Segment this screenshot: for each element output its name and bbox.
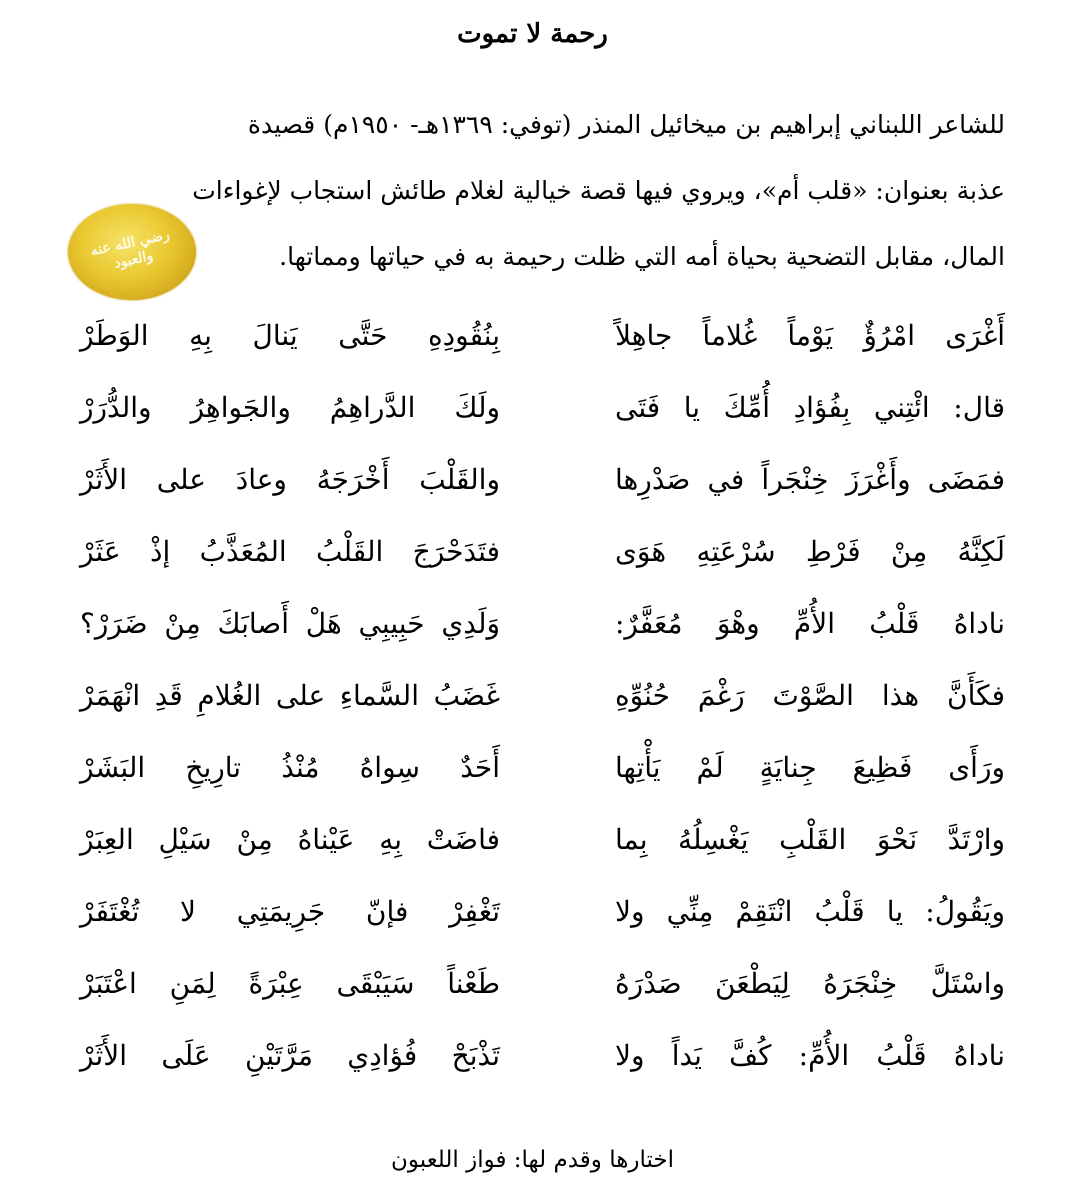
verse-line (60, 588, 1005, 660)
intro-paragraph (65, 92, 1005, 290)
verse-line (60, 444, 1005, 516)
verse-second-hemistich: تَغْفِرْ فإنّ جَرِيمَتِي لا تُغْتَفَرْ (80, 895, 500, 928)
verse-second-hemistich: طَعْناً سَيَبْقَى عِبْرَةً لِمَنِ اعْتَبَرْ (80, 967, 500, 1000)
verse-line (60, 1020, 1005, 1092)
verse-first-hemistich: وارْتَدَّ نَحْوَ القَلْبِ يَغْسِلُهُ بِما (615, 823, 1005, 856)
verse-second-hemistich: تَذْبَحْ فُؤادِي مَرَّتَيْنِ عَلَى الأَثَرْ (80, 1039, 500, 1072)
verse-line (60, 372, 1005, 444)
verse-line (60, 876, 1005, 948)
verse-second-hemistich: فاضَتْ بِهِ عَيْناهُ مِنْ سَيْلِ العِبَرْ (80, 823, 500, 856)
verse-first-hemistich: فكَأَنَّ هذا الصَّوْتَ رَغْمَ حُنُوِّهِ (615, 679, 1005, 712)
verse-second-hemistich: غَضَبُ السَّماءِ على الغُلامِ قَدِ انْهَمَرْ (80, 679, 500, 712)
verse-first-hemistich: لَكِنَّهُ مِنْ فَرْطِ سُرْعَتِهِ هَوَى (615, 535, 1005, 568)
verse-second-hemistich: أَحَدٌ سِواهُ مُنْذُ تارِيخِ البَشَرْ (80, 751, 500, 784)
stamp-inscription: رضي الله عنه والعبود (89, 227, 172, 272)
verse-line (60, 300, 1005, 372)
verse-second-hemistich: والقَلْبَ أَخْرَجَهُ وعادَ على الأَثَرْ (80, 463, 500, 496)
verse-first-hemistich: ناداهُ قَلْبُ الأُمِّ: كُفَّ يَداً ولا (615, 1039, 1005, 1072)
verse-first-hemistich: ورَأَى فَظِيعَ جِنايَةٍ لَمْ يَأْتِها (615, 751, 1005, 784)
gold-seal-stamp (68, 204, 196, 300)
verse-line (60, 660, 1005, 732)
intro-line: المال، مقابل التضحية بحياة أمه التي ظلت رحيمة به في حياتها ومماتها. (279, 242, 1005, 271)
verse-first-hemistich: فمَضَى وأَغْرَزَ خِنْجَراً في صَدْرِها (615, 463, 1005, 496)
page-title: رحمة لا تموت (457, 19, 608, 49)
verse-line (60, 516, 1005, 588)
verse-second-hemistich: وَلَدِي حَبِيبِي هَلْ أَصابَكَ مِنْ ضَرَرْ؟ (80, 607, 500, 640)
verse-first-hemistich: أَغْرَى امْرُؤٌ يَوْماً غُلاماً جاهِلاً (615, 319, 1005, 352)
verse-first-hemistich: واسْتَلَّ خِنْجَرَهُ لِيَطْعَنَ صَدْرَهُ (615, 967, 1005, 1000)
verse-first-hemistich: ناداهُ قَلْبُ الأُمِّ وهْوَ مُعَفَّرٌ: (615, 607, 1005, 640)
verse-first-hemistich: ويَقُولُ: يا قَلْبُ انْتَقِمْ مِنِّي ولا (615, 895, 1005, 928)
author-credit: اختارها وقدم لها: فواز اللعبون (390, 1147, 675, 1173)
verse-first-hemistich: قال: ائْتِني بِفُؤادِ أُمِّكَ يا فَتَى (615, 391, 1005, 424)
verse-line (60, 732, 1005, 804)
verse-second-hemistich: فتَدَحْرَجَ القَلْبُ المُعَذَّبُ إذْ عَثَرْ (80, 535, 500, 568)
poem-verses (60, 300, 1005, 1092)
verse-second-hemistich: بِنُقُودِهِ حَتَّى يَنالَ بِهِ الوَطَرْ (80, 319, 500, 352)
verse-line (60, 948, 1005, 1020)
verse-second-hemistich: ولَكَ الدَّراهِمُ والجَواهِرُ والدُّرَرْ (80, 391, 500, 424)
intro-line: للشاعر اللبناني إبراهيم بن ميخائيل المنذر (توفي: ١٣٦٩هـ- ١٩٥٠م) قصيدة (247, 110, 1005, 139)
verse-line (60, 804, 1005, 876)
intro-line: عذبة بعنوان: «قلب أم»، ويروي فيها قصة خيالية لغلام طائش استجاب لإغواءات (192, 176, 1005, 205)
